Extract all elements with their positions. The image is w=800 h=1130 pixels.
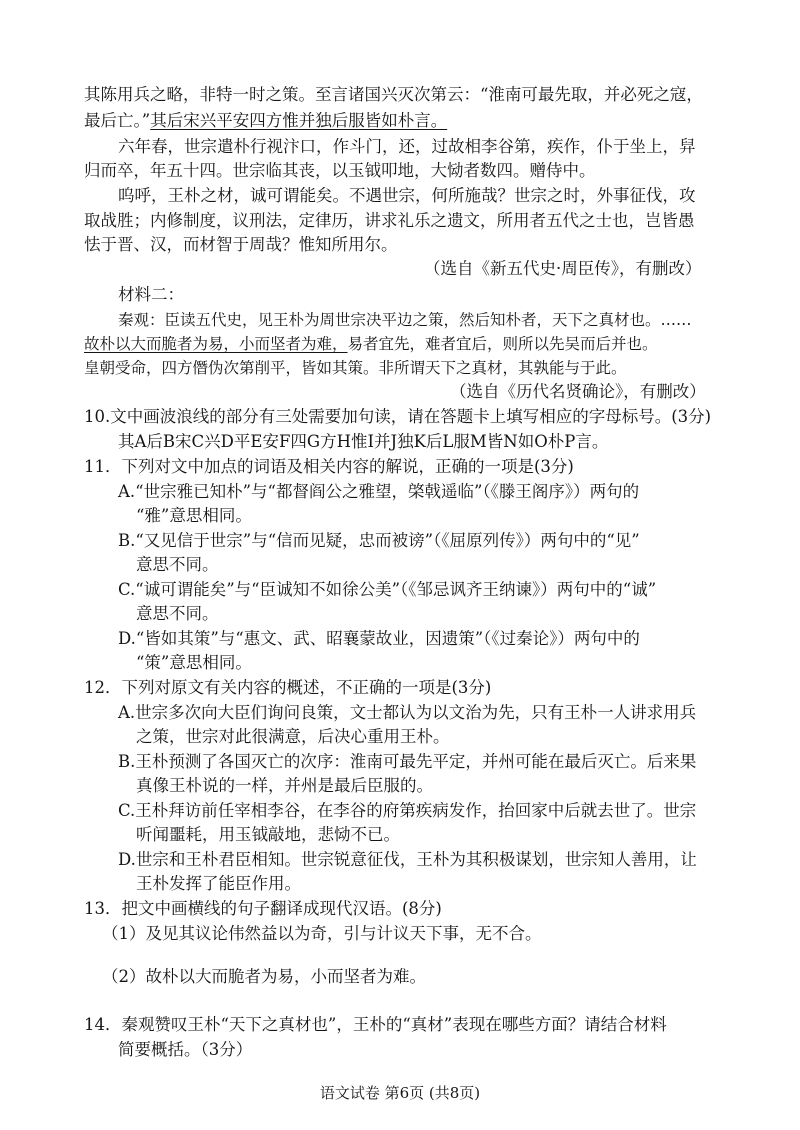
source-citation-2: （选自《历代名贤确论》，有删改） — [450, 382, 706, 401]
passage-line-2-text: 最后亡。” — [84, 111, 151, 130]
question-10-options: 其A后B宋C兴D平E安F四G方H惟I并J独K后L服M皆N如O朴P言。 — [118, 432, 609, 451]
question-12-option-c: C.王朴拜访前任宰相李谷，在李谷的府第疾病发作，抬回家中后就去世了。世宗 — [118, 801, 697, 820]
wavy-underlined-sentence: 其后宋兴平安四方惟并独后服皆如朴言。 — [150, 111, 448, 130]
question-14-stem-cont: 简要概括。（3分） — [118, 1040, 253, 1059]
material-2-line-3: 皇朝受命，四方僭伪次第削平，皆如其策。非所谓天下之真材，其孰能与于此。 — [84, 359, 627, 377]
passage-line-2 — [84, 110, 447, 132]
material-2-line-2 — [84, 333, 658, 355]
passage-line-4: 归而卒，年五十四。世宗临其丧，以玉钺叩地，大恸者数四。赠侍中。 — [84, 161, 596, 180]
material-2-line-1: 秦观：臣读五代史，见王朴为周世宗决平边之策，然后知朴者，天下之真材也。…… — [118, 311, 692, 329]
material-2-line-2-rest: 易者宜先，难者宜后，则所以先吴而后并也。 — [347, 335, 658, 353]
passage-line-1: 其陈用兵之略，非特一时之策。至言诸国兴灭次第云：“淮南可最先取，并必死之寇， — [84, 85, 703, 104]
question-13-sentence-1: （1）及见其议论伟然益以为奇，引与计议天下事，无不合。 — [102, 924, 542, 943]
question-12-option-b: B.王朴预测了各国灭亡的次序：淮南可最先平定，并州可能在最后灭亡。后来果 — [118, 752, 697, 771]
question-12-option-a-cont: 之策，世宗对此很满意，后决心重用王朴。 — [136, 727, 450, 746]
question-11-option-c-cont: 意思不同。 — [136, 604, 219, 623]
question-12-option-a: A.世宗多次向大臣们询问良策，文士都认为以文治为先，只有王朴一人讲求用兵 — [118, 703, 697, 722]
question-12-option-c-cont: 听闻噩耗，用玉钺敲地，悲恸不已。 — [136, 825, 400, 844]
question-11-stem: 11．下列对文中加点的词语及相关内容的解说，正确的一项是(3分) — [84, 457, 574, 476]
passage-line-3: 六年春，世宗遣朴行视汴口，作斗门，还，过故相李谷第，疾作，仆于坐上，舁 — [118, 137, 696, 156]
underlined-sentence: 故朴以大而脆者为易，小而坚者为难， — [84, 335, 348, 353]
question-11-option-b-cont: 意思不同。 — [136, 555, 219, 574]
question-11-option-a-cont: “雅”意思相同。 — [136, 506, 252, 525]
source-citation-1: （选自《新五代史·周臣传》，有删改） — [424, 259, 702, 278]
passage-line-5: 呜呼，王朴之材，诚可谓能矣。不遇世宗，何所施哉？世宗之时，外事征伐，攻 — [118, 186, 696, 205]
passage-line-7: 怯于晋、汉，而材智于周哉？惟知所用尔。 — [84, 235, 398, 254]
question-13-stem: 13．把文中画横线的句子翻译成现代汉语。(8分) — [84, 899, 442, 918]
question-11-option-a: A.“世宗雅已知朴”与“都督阎公之雅望，棨戟遥临”（《滕王阁序》）两句的 — [118, 482, 640, 501]
question-11-option-d: D.“皆如其策”与“惠文、武、昭襄蒙故业，因遗策”（《过秦论》）两句中的 — [118, 629, 640, 648]
question-11-option-b: B.“又见信于世宗”与“信而见疑，忠而被谤”（《屈原列传》）两句中的“见” — [118, 531, 640, 550]
question-13-sentence-2: （2）故朴以大而脆者为易，小而坚者为难。 — [102, 967, 426, 986]
passage-line-6: 取战胜；内修制度，议刑法，定律历，讲求礼乐之遗文，所用者五代之士也，岂皆愚 — [84, 211, 695, 230]
material-2-label: 材料二： — [118, 285, 184, 304]
question-11-option-d-cont: “策”意思相同。 — [136, 653, 252, 672]
page-footer: 语文试卷 第6页 (共8页) — [319, 1084, 481, 1102]
question-12-option-b-cont: 真像王朴说的一样，并州是最后臣服的。 — [136, 776, 433, 795]
question-11-option-c: C.“诚可谓能矣”与“臣诚知不如徐公美”（《邹忌讽齐王纳谏》）两句中的“诚” — [118, 580, 657, 599]
question-10-stem: 10.文中画波浪线的部分有三处需要加句读，请在答题卡上填写相应的字母标号。(3分) — [84, 407, 712, 426]
question-12-option-d: D.世宗和王朴君臣相知。世宗锐意征伐，王朴为其积极谋划，世宗知人善用，让 — [118, 850, 697, 869]
question-14-stem: 14．秦观赞叹王朴“天下之真材也”，王朴的“真材”表现在哪些方面？请结合材料 — [84, 1015, 667, 1034]
question-12-stem: 12．下列对原文有关内容的概述，不正确的一项是(3分) — [84, 678, 492, 697]
question-12-option-d-cont: 王朴发挥了能臣作用。 — [136, 874, 301, 893]
